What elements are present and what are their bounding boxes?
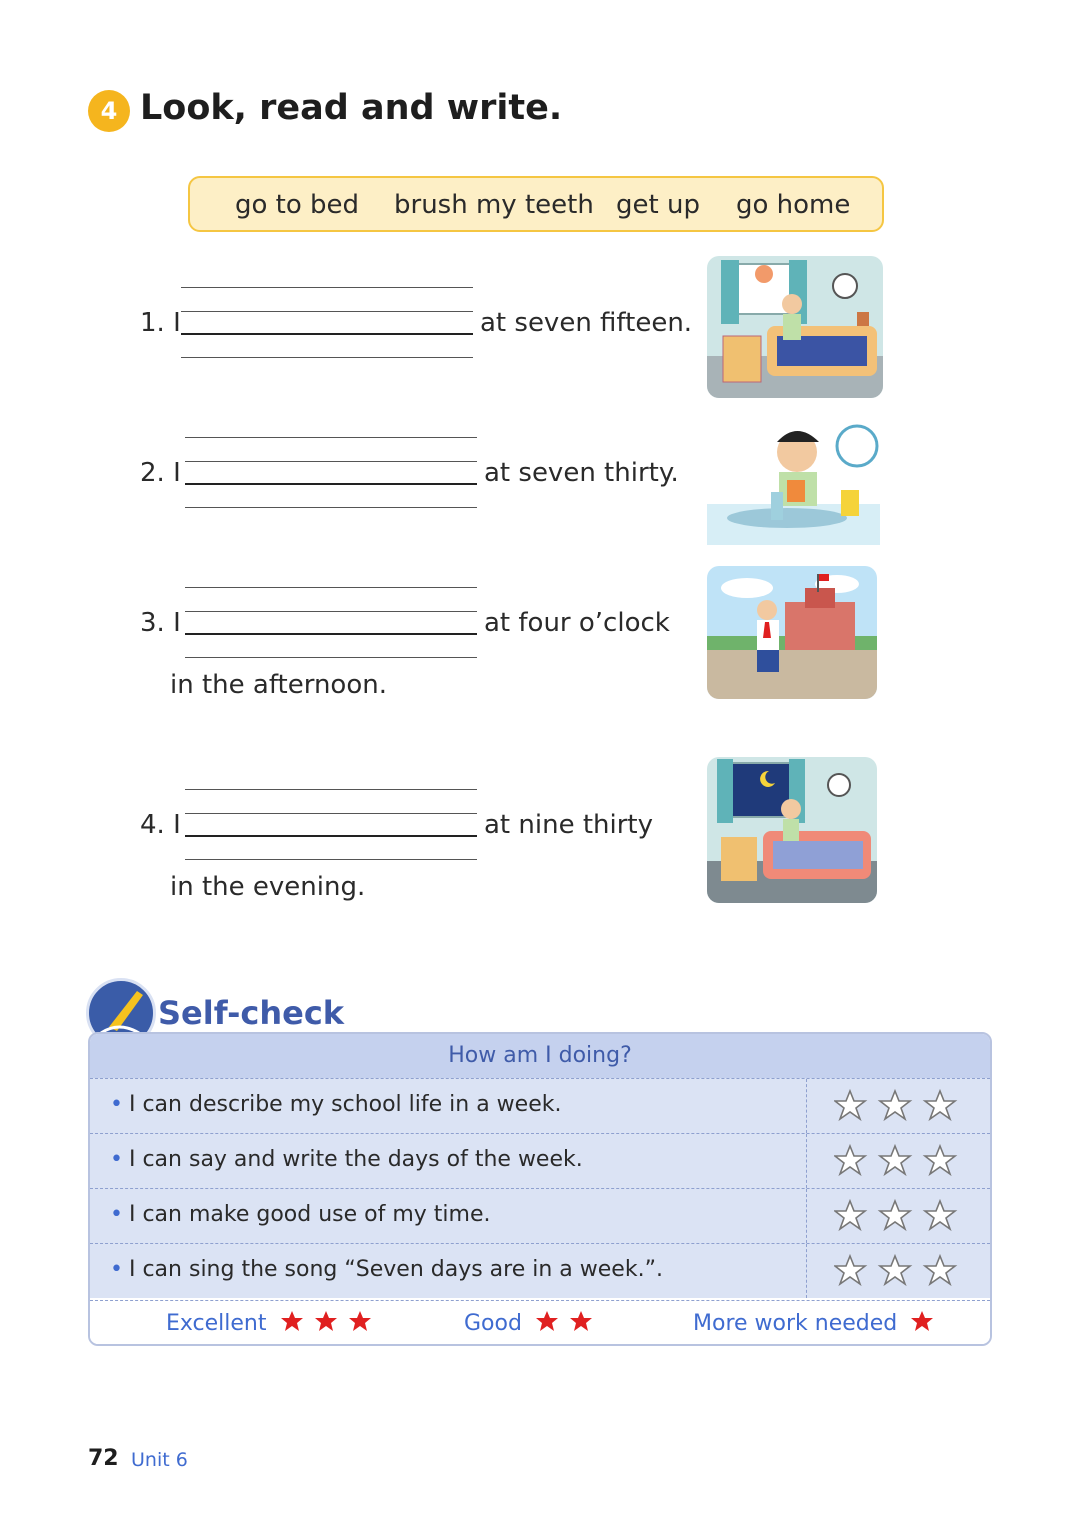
rating-stars[interactable]: [834, 1144, 964, 1182]
question-3-tail: at four o’clock: [484, 608, 670, 638]
question-3-answer-lines[interactable]: [185, 587, 477, 657]
self-check-row: • I can say and write the days of the week.: [90, 1133, 990, 1188]
self-check-item: I can sing the song “Seven days are in a week.”.: [128, 1257, 663, 1282]
legend-label: Excellent: [166, 1311, 267, 1336]
question-2-tail: at seven thirty.: [484, 458, 679, 488]
question-4-continuation: in the evening.: [170, 872, 366, 902]
self-check-table: [88, 1032, 992, 1346]
self-check-title: Self-check: [158, 994, 345, 1032]
question-3-label: 3. I: [140, 608, 181, 638]
question-3-continuation: in the afternoon.: [170, 670, 387, 700]
boy-going-to-bed-at-night-picture: [707, 757, 877, 903]
boy-waking-up-in-bed-picture: [707, 256, 883, 398]
red-star-icon: [280, 1310, 376, 1334]
exercise-title: Look, read and write.: [140, 88, 563, 128]
word-bank-item: get up: [616, 190, 700, 220]
question-2-label: 2. I: [140, 458, 181, 488]
legend-more-work-needed: [693, 1310, 936, 1336]
legend-excellent: [166, 1310, 376, 1336]
legend-label: Good: [464, 1311, 522, 1336]
exercise-number-badge: 4: [88, 90, 130, 132]
self-check-item: I can describe my school life in a week.: [128, 1092, 562, 1117]
self-check-legend: [90, 1300, 990, 1346]
question-1-answer-lines[interactable]: [181, 287, 473, 357]
self-check-item: I can make good use of my time.: [128, 1202, 491, 1227]
question-2-answer-lines[interactable]: [185, 437, 477, 507]
rating-stars[interactable]: [834, 1254, 964, 1292]
rating-stars[interactable]: [834, 1199, 964, 1237]
legend-label: More work needed: [693, 1311, 898, 1336]
red-star-icon: [910, 1310, 936, 1334]
question-1-label: 1. I: [140, 308, 181, 338]
word-bank-item: brush my teeth: [394, 190, 594, 220]
unit-label: Unit 6: [131, 1449, 188, 1471]
question-1-tail: at seven fifteen.: [480, 308, 693, 338]
self-check-row: • I can sing the song “Seven days are in a week.”.: [90, 1243, 990, 1298]
legend-good: [464, 1310, 597, 1336]
self-check-row: • I can describe my school life in a week.: [90, 1078, 990, 1133]
question-4-answer-lines[interactable]: [185, 789, 477, 859]
question-4-label: 4. I: [140, 810, 181, 840]
word-bank-item: go home: [736, 190, 851, 220]
question-4-tail: at nine thirty: [484, 810, 653, 840]
self-check-item: I can say and write the days of the week.: [128, 1147, 583, 1172]
self-check-row: • I can make good use of my time.: [90, 1188, 990, 1243]
rating-stars[interactable]: [834, 1089, 964, 1127]
red-star-icon: [535, 1310, 597, 1334]
word-bank-item: go to bed: [235, 190, 360, 220]
boy-leaving-school-picture: [707, 566, 877, 699]
page-number: 72: [88, 1446, 119, 1471]
boy-brushing-teeth-picture: [707, 420, 880, 545]
self-check-header: How am I doing?: [90, 1034, 990, 1078]
word-bank: [188, 176, 884, 232]
